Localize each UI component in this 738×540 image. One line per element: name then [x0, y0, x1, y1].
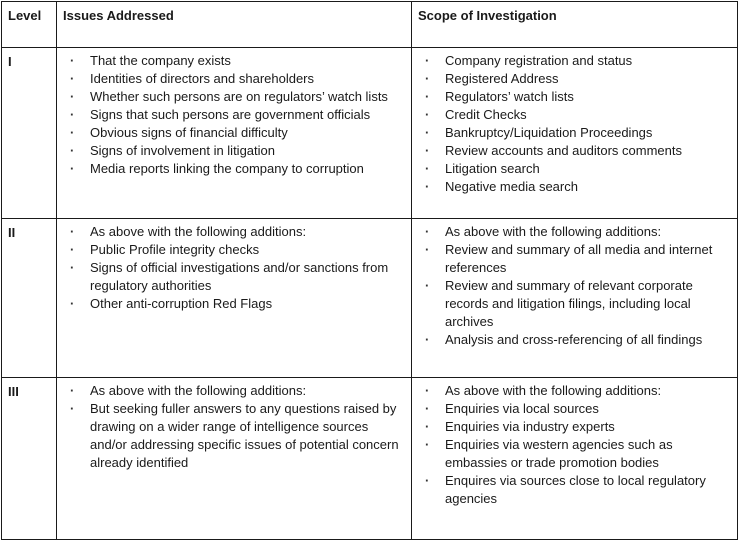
list-item: · Enquiries via local sources	[425, 400, 733, 418]
issues-list	[57, 378, 411, 472]
issues-list	[57, 48, 411, 178]
scope-list	[412, 48, 737, 196]
list-item: · Whether such persons are on regulators’ watch lists	[70, 88, 407, 106]
list-item: · Signs of involvement in litigation	[70, 142, 407, 160]
header-level: Level	[2, 2, 57, 48]
scope-list	[412, 378, 737, 508]
list-item: · Analysis and cross-referencing of all findings	[425, 331, 733, 349]
list-item: · Public Profile integrity checks	[70, 241, 407, 259]
list-item: · Enquiries via industry experts	[425, 418, 733, 436]
issues-cell	[57, 219, 412, 378]
list-item: · Review and summary of all media and internet references	[425, 241, 733, 277]
scope-cell	[412, 48, 738, 219]
list-item: · Enquires via sources close to local regulatory agencies	[425, 472, 733, 508]
list-item: · Company registration and status	[425, 52, 733, 70]
level-cell: III	[2, 378, 57, 540]
table-row	[2, 48, 738, 219]
list-item: · Obvious signs of financial difficulty	[70, 124, 407, 142]
list-item: · Enquiries via western agencies such as embassies or trade promotion bodies	[425, 436, 733, 472]
list-item: · Media reports linking the company to corruption	[70, 160, 407, 178]
header-scope: Scope of Investigation	[412, 2, 738, 48]
level-cell: II	[2, 219, 57, 378]
scope-list	[412, 219, 737, 349]
issues-cell	[57, 48, 412, 219]
list-item: · As above with the following additions:	[425, 382, 733, 400]
list-item: · But seeking fuller answers to any questions raised by drawing on a wider range of intelligence sources and/or addressing specific issues of potential concern already identified	[70, 400, 407, 472]
investigation-levels-table	[1, 1, 738, 540]
issues-cell	[57, 378, 412, 540]
list-item: · Other anti-corruption Red Flags	[70, 295, 407, 313]
list-item: · That the company exists	[70, 52, 407, 70]
list-item: · As above with the following additions:	[425, 223, 733, 241]
list-item: · Litigation search	[425, 160, 733, 178]
level-cell: I	[2, 48, 57, 219]
header-row	[2, 2, 738, 48]
list-item: · As above with the following additions:	[70, 223, 407, 241]
scope-cell	[412, 219, 738, 378]
issues-list	[57, 219, 411, 313]
table-row	[2, 219, 738, 378]
scope-cell	[412, 378, 738, 540]
list-item: · Negative media search	[425, 178, 733, 196]
list-item: · Bankruptcy/Liquidation Proceedings	[425, 124, 733, 142]
list-item: · Signs that such persons are government officials	[70, 106, 407, 124]
list-item: · Identities of directors and shareholders	[70, 70, 407, 88]
list-item: · Review and summary of relevant corporate records and litigation filings, including local archives	[425, 277, 733, 331]
list-item: · Regulators’ watch lists	[425, 88, 733, 106]
table-row	[2, 378, 738, 540]
list-item: · As above with the following additions:	[70, 382, 407, 400]
header-issues: Issues Addressed	[57, 2, 412, 48]
list-item: · Review accounts and auditors comments	[425, 142, 733, 160]
list-item: · Registered Address	[425, 70, 733, 88]
list-item: · Credit Checks	[425, 106, 733, 124]
list-item: · Signs of official investigations and/or sanctions from regulatory authorities	[70, 259, 407, 295]
